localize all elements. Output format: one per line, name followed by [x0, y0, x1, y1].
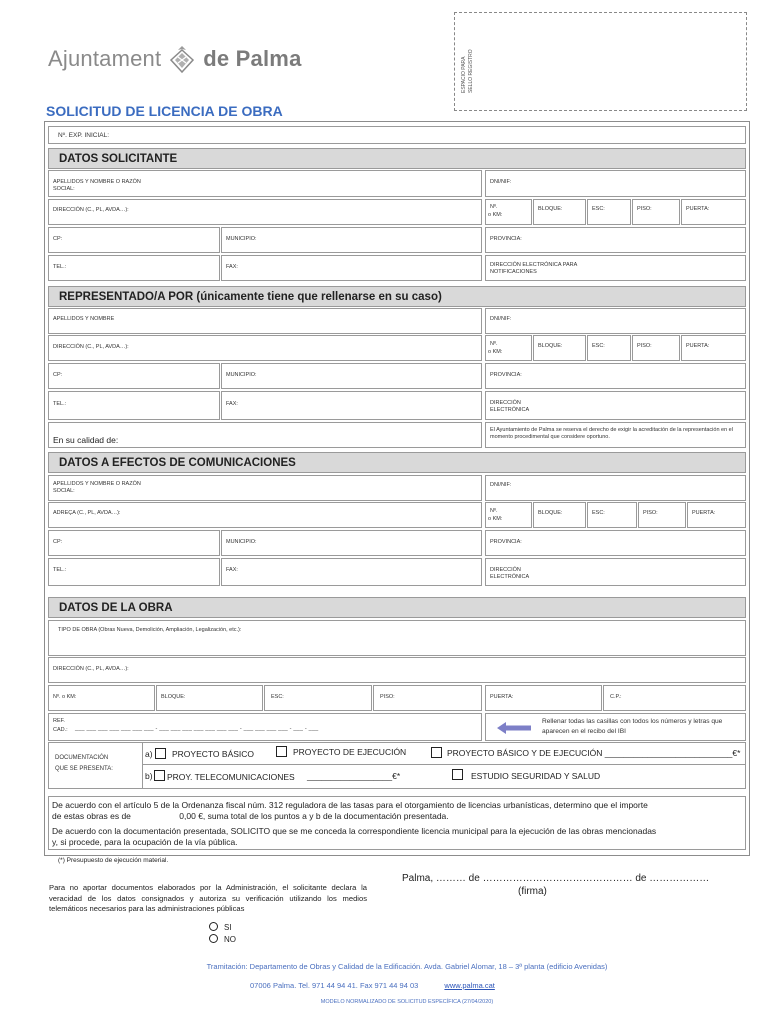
tel-label: TEL.:: [53, 264, 67, 270]
footnote: (*) Presupuesto de ejecución material.: [58, 857, 169, 864]
solicitante-piso-field[interactable]: [632, 199, 680, 225]
obra-ibi-note: [485, 713, 746, 741]
logo-ajuntament: Ajuntament: [48, 46, 162, 71]
representado-bloque-field[interactable]: [533, 335, 586, 361]
declaration-p2-line-1: De acuerdo con la documentación presentada, SOLICITO que se me conceda la correspondiente licencia municipal para la ejecución de las obras mencionadas: [52, 826, 657, 836]
puerta-label: PUERTA:: [490, 694, 514, 700]
logo: [48, 44, 302, 74]
email-label: DIRECCIÓN ELECTRÓNICA: [490, 400, 530, 413]
radio-no[interactable]: [209, 934, 218, 943]
seguridad-label: ESTUDIO SEGURIDAD Y SALUD: [471, 771, 601, 781]
cp-label: CP:: [53, 236, 63, 242]
stamp-label: [461, 49, 475, 93]
comunicaciones-address-label: ADREÇA (C., PL, AVDA…):: [53, 510, 121, 516]
provincia-label: PROVINCIA:: [490, 372, 522, 378]
checkbox-proyecto-ejecucion[interactable]: [276, 746, 287, 757]
section-comunicaciones: DATOS A EFECTOS DE COMUNICACIONES: [48, 452, 746, 473]
bloque-label: BLOQUE:: [538, 343, 563, 349]
representado-piso-field[interactable]: [632, 335, 680, 361]
representado-address-label: DIRECCIÓN (C., PL, AVDA…):: [53, 344, 129, 350]
representado-dni-label: DNI/NIF:: [490, 316, 512, 322]
expediente-field[interactable]: [48, 126, 746, 144]
obra-refcad-field[interactable]: [48, 713, 482, 741]
representado-dni-field[interactable]: [485, 308, 746, 334]
obra-address-label: DIRECCIÓN (C., PL, AVDA…):: [53, 666, 129, 672]
documentacion-label-line-1: DOCUMENTACIÓN: [55, 755, 109, 761]
footer-address: Tramitación: Departamento de Obras y Calidad de la Edificación. Avda. Gabriel Alomar, 18 – 3ª planta (edificio Avenidas): [206, 962, 608, 971]
declaration-amount: 0,00 €, suma total de los puntos a y b de la documentación presentada.: [179, 811, 449, 821]
documentacion-label: [55, 753, 113, 775]
firma-label: (firma): [518, 886, 547, 897]
place-date-line[interactable]: Palma, ……… de ……………………………………… de ………………: [402, 873, 710, 884]
comunicaciones-provincia-field[interactable]: [485, 530, 746, 556]
solicitante-name-field[interactable]: [48, 170, 482, 197]
provincia-label: PROVINCIA:: [490, 539, 522, 545]
expediente-label: Nº. EXP. INICIAL:: [58, 132, 110, 139]
obra-bloque-field[interactable]: [156, 685, 263, 711]
representado-cp-field[interactable]: [48, 363, 220, 389]
solicitante-provincia-field[interactable]: [485, 227, 746, 253]
declaration-p1: [52, 800, 742, 822]
declaration-p1-line-1: De acuerdo con el artículo 5 de la Ordenanza fiscal núm. 312 reguladora de las tasas para el otorgamiento de licencias urbanísticas, determino que el importe: [52, 800, 648, 810]
km-label: o KM:: [488, 516, 503, 522]
obra-address-field[interactable]: [48, 657, 746, 683]
comunicaciones-municipio-field[interactable]: [221, 530, 482, 556]
km-label: o KM:: [488, 349, 503, 355]
fax-label: FAX:: [226, 401, 238, 407]
stamp-label-line-2: SELLO REGISTRO: [468, 49, 474, 93]
solicitante-cp-field[interactable]: [48, 227, 220, 253]
documentacion-label-line-2: QUE SE PRESENTA:: [55, 766, 113, 772]
obra-num-field[interactable]: [48, 685, 155, 711]
solicitante-bloque-field[interactable]: [533, 199, 586, 225]
coat-of-arms-icon: [167, 44, 197, 74]
checkbox-seguridad-salud[interactable]: [452, 769, 463, 780]
provincia-label: PROVINCIA:: [490, 236, 522, 242]
representado-notice-text: El Ayuntamiento de Palma se reserva el derecho de exigir la acreditación de la representación en el momento procedimental que considere oportuno.: [490, 427, 733, 440]
puerta-label: PUERTA:: [686, 206, 710, 212]
representado-provincia-field[interactable]: [485, 363, 746, 389]
cp-label: CP:: [53, 539, 63, 545]
solicitante-num-field[interactable]: [485, 199, 532, 225]
ref-label: REF.: [53, 718, 65, 724]
checkbox-telecomunicaciones[interactable]: [154, 770, 165, 781]
declaration-p1-lead: de estas obras es de: [52, 811, 131, 821]
municipio-label: MUNICIPIO:: [226, 236, 257, 242]
footer-contact: [250, 981, 495, 990]
fax-label: FAX:: [226, 567, 238, 573]
solicitante-email-field[interactable]: [485, 255, 746, 281]
esc-label: ESC:: [592, 206, 605, 212]
representado-fax-field[interactable]: [221, 391, 482, 420]
bloque-label: BLOQUE:: [161, 694, 186, 700]
doc-options-divider: [142, 742, 143, 789]
option-b-label: b): [145, 771, 153, 781]
municipio-label: MUNICIPIO:: [226, 372, 257, 378]
stamp-label-line-1: ESPACIO PARA: [461, 56, 467, 93]
piso-label: PISO:: [380, 694, 395, 700]
comunicaciones-fax-field[interactable]: [221, 558, 482, 586]
email-label: DIRECCIÓN ELECTRÓNICA PARA NOTIFICACIONES: [490, 262, 577, 275]
telecom-label: PROY. TELECOMUNICACIONES: [167, 772, 295, 782]
comunicaciones-address-field[interactable]: [48, 502, 482, 528]
doc-options-hline: [142, 764, 746, 765]
checkbox-proyecto-basico[interactable]: [155, 748, 166, 759]
declaration-p2: [52, 826, 742, 848]
solicitante-esc-field[interactable]: [587, 199, 631, 225]
num-label: Nº.: [490, 341, 498, 347]
num-km-label: Nº. o KM:: [53, 694, 77, 700]
representado-puerta-field[interactable]: [681, 335, 746, 361]
consent-text: Para no aportar documentos elaborados por la Administración, el solicitante declara la veracidad de los datos consignados y autoriza su verificación utilizando los medios telemáticos necesarios para las administraciones públicas: [49, 883, 367, 913]
solicitante-dni-field[interactable]: [485, 170, 746, 197]
obra-tipo-label: TIPO DE OBRA (Obras Nueva, Demolición, Ampliación, Legalización, etc.):: [58, 627, 242, 633]
declaration-p1-line-2: [52, 811, 742, 822]
num-label: Nº.: [490, 508, 498, 514]
declaration-p2-line-2: y, si procede, para la ocupación de la vía pública.: [52, 837, 238, 847]
comunicaciones-puerta-field[interactable]: [687, 502, 746, 528]
puerta-label: PUERTA:: [692, 510, 716, 516]
representado-name-field[interactable]: [48, 308, 482, 334]
cad-label: CAD.:: [53, 727, 68, 733]
solicitante-address-label: DIRECCIÓN (C., PL, AVDA…):: [53, 207, 129, 213]
comunicaciones-name-label: APELLIDOS Y NOMBRE O RAZÓN SOCIAL:: [53, 481, 141, 494]
radio-si[interactable]: [209, 922, 218, 931]
solicitante-municipio-field[interactable]: [221, 227, 482, 253]
bloque-label: BLOQUE:: [538, 206, 563, 212]
comunicaciones-piso-field[interactable]: [638, 502, 686, 528]
tel-label: TEL.:: [53, 401, 67, 407]
telecom-amount[interactable]: __________________€*: [307, 771, 401, 781]
obra-tipo-field[interactable]: [48, 620, 746, 656]
radio-si-label: SI: [224, 923, 232, 932]
footer-phones: 07006 Palma. Tel. 971 44 94 41. Fax 971 44 94 03: [250, 981, 419, 990]
esc-label: ESC:: [592, 343, 605, 349]
calidad-label: En su calidad de:: [53, 435, 119, 445]
representado-name-label: APELLIDOS Y NOMBRE: [53, 316, 115, 322]
declaration-box: [48, 796, 746, 850]
logo-de-palma: de Palma: [203, 46, 302, 71]
radio-no-label: NO: [224, 935, 236, 944]
solicitante-puerta-field[interactable]: [681, 199, 746, 225]
representado-address-field[interactable]: [48, 335, 482, 361]
proyecto-basico-label: PROYECTO BÁSICO: [172, 749, 255, 759]
section-representado: REPRESENTADO/A POR (únicamente tiene que rellenarse en su caso): [48, 286, 746, 307]
obra-puerta-field[interactable]: [485, 685, 602, 711]
esc-label: ESC:: [592, 510, 605, 516]
representado-esc-field[interactable]: [587, 335, 631, 361]
representado-num-field[interactable]: [485, 335, 532, 361]
comunicaciones-name-field[interactable]: [48, 475, 482, 501]
representado-email-field[interactable]: [485, 391, 746, 420]
obra-esc-field[interactable]: [264, 685, 372, 711]
km-label: o KM:: [488, 212, 503, 218]
comunicaciones-tel-field[interactable]: [48, 558, 220, 586]
fax-label: FAX:: [226, 264, 238, 270]
bloque-label: BLOQUE:: [538, 510, 563, 516]
num-label: Nº.: [490, 204, 498, 210]
municipio-label: MUNICIPIO:: [226, 539, 257, 545]
footer-web-link[interactable]: www.palma.cat: [444, 981, 495, 990]
cad-blanks: ___ ___ ___ ___ ___ ___ ___ - ___ ___ ___ ___ ___ ___ ___ - ___ ___ ___ ___ - ___ - ___: [75, 726, 319, 732]
obra-piso-field[interactable]: [373, 685, 482, 711]
proyecto-basico-ejecucion-label: PROYECTO BÁSICO Y DE EJECUCIÓN ___________________________€*: [447, 748, 741, 758]
footer-model: MODELO NORMALIZADO DE SOLICITUD ESPECÍFICA (27/04/2020): [320, 999, 494, 1005]
proyecto-ejecucion-label: PROYECTO DE EJECUCIÓN: [293, 747, 407, 757]
solicitante-address-field[interactable]: [48, 199, 482, 225]
comunicaciones-num-field[interactable]: [485, 502, 532, 528]
tel-label: TEL.:: [53, 567, 67, 573]
comunicaciones-bloque-field[interactable]: [533, 502, 586, 528]
piso-label: PISO:: [637, 343, 652, 349]
comunicaciones-dni-field[interactable]: [485, 475, 746, 501]
option-a-label: a): [145, 749, 153, 759]
ibi-note-text: Rellenar todas las casillas con todos los números y letras que aparecen en el recibo del IBI: [542, 718, 723, 735]
arrow-left-icon: [496, 721, 532, 735]
representado-notice: [485, 422, 746, 448]
cp-label: CP:: [53, 372, 63, 378]
solicitante-dni-label: DNI/NIF:: [490, 179, 512, 185]
representado-municipio-field[interactable]: [221, 363, 482, 389]
registry-stamp-box: [454, 12, 747, 111]
section-solicitante: DATOS SOLICITANTE: [48, 148, 746, 169]
cp-label: C.P.:: [610, 694, 622, 700]
document-title: SOLICITUD DE LICENCIA DE OBRA: [46, 103, 283, 119]
piso-label: PISO:: [637, 206, 652, 212]
comunicaciones-cp-field[interactable]: [48, 530, 220, 556]
section-obra: DATOS DE LA OBRA: [48, 597, 746, 618]
checkbox-proyecto-basico-ejecucion[interactable]: [431, 747, 442, 758]
piso-label: PISO:: [643, 510, 658, 516]
comunicaciones-dni-label: DNI/NIF:: [490, 482, 512, 488]
solicitante-name-label: APELLIDOS Y NOMBRE O RAZÓN SOCIAL:: [53, 179, 141, 192]
solicitante-fax-field[interactable]: [221, 255, 482, 281]
representado-tel-field[interactable]: [48, 391, 220, 420]
esc-label: ESC:: [271, 694, 284, 700]
comunicaciones-email-field[interactable]: [485, 558, 746, 586]
comunicaciones-esc-field[interactable]: [587, 502, 637, 528]
puerta-label: PUERTA:: [686, 343, 710, 349]
obra-cp-field[interactable]: [603, 685, 746, 711]
email-label: DIRECCIÓN ELECTRÓNICA: [490, 567, 530, 580]
representado-calidad-field[interactable]: [48, 422, 482, 448]
solicitante-tel-field[interactable]: [48, 255, 220, 281]
